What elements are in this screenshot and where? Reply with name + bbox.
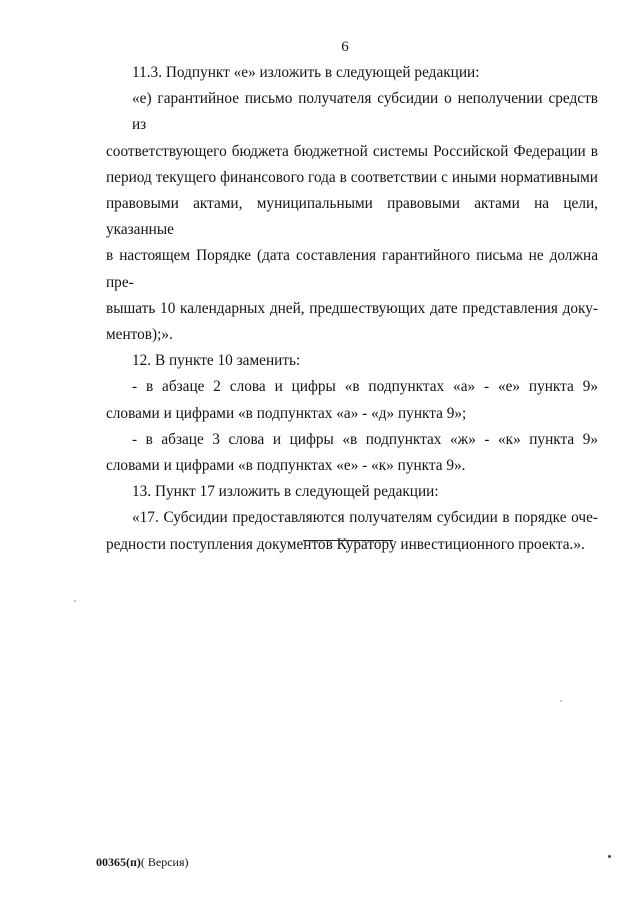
text-line: в настоящем Порядке (дата составления гарантийного письма не должна пре-: [106, 247, 598, 291]
page-number: 6: [341, 39, 349, 55]
text-line: редности поступления документов Куратору инвестиционного проекта.».: [106, 535, 585, 553]
scan-speck: [608, 855, 611, 858]
text-line: - в абзаце 3 слова и цифры «в подпунктах «ж» - «к» пункта 9»: [132, 430, 598, 448]
document-version: ( Версия): [140, 855, 189, 869]
paragraph-11-3: [132, 60, 598, 86]
scan-speck: [74, 600, 76, 602]
text-line: «17. Субсидии предоставляются получателям субсидии в порядке оче-: [132, 509, 598, 527]
paragraph-12: [132, 348, 598, 374]
text-line: ментов);».: [106, 326, 173, 344]
footer: [96, 854, 189, 870]
text-line: правовыми актами, муниципальными правовыми актами на цели, указанные: [106, 195, 598, 239]
text-line: словами и цифрами «в подпунктах «е» - «к» пункта 9».: [106, 457, 466, 475]
text-line: период текущего финансового года в соответствии с иными нормативными: [106, 168, 598, 186]
scan-speck: [560, 700, 562, 702]
document-body: [106, 60, 598, 558]
text-line: соответствующего бюджета бюджетной системы Российской Федерации в: [106, 142, 598, 160]
text-line: - в абзаце 2 слова и цифры «в подпунктах «а» - «е» пункта 9»: [132, 378, 598, 396]
separator-line: [303, 540, 393, 541]
text-line: словами и цифрами «в подпунктах «а» - «д» пункта 9»;: [106, 404, 467, 422]
text-line: «е) гарантийное письмо получателя субсидии о неполучении средств из: [132, 90, 598, 134]
paragraph-12-abzac-3: [106, 427, 598, 479]
paragraph-13: [132, 479, 598, 505]
paragraph-12-abzac-2: [106, 374, 598, 426]
document-code: 00365(п): [96, 855, 141, 869]
text-line: 11.3. Подпункт «е» изложить в следующей редакции:: [132, 64, 480, 81]
text-line: 12. В пункте 10 заменить:: [132, 352, 301, 370]
paragraph-subitem-e: [106, 86, 598, 348]
paragraph-17: [106, 505, 598, 557]
text-line: 13. Пункт 17 изложить в следующей редакции:: [132, 483, 439, 501]
text-line: вышать 10 календарных дней, предшествующих дате представления доку-: [106, 299, 598, 317]
